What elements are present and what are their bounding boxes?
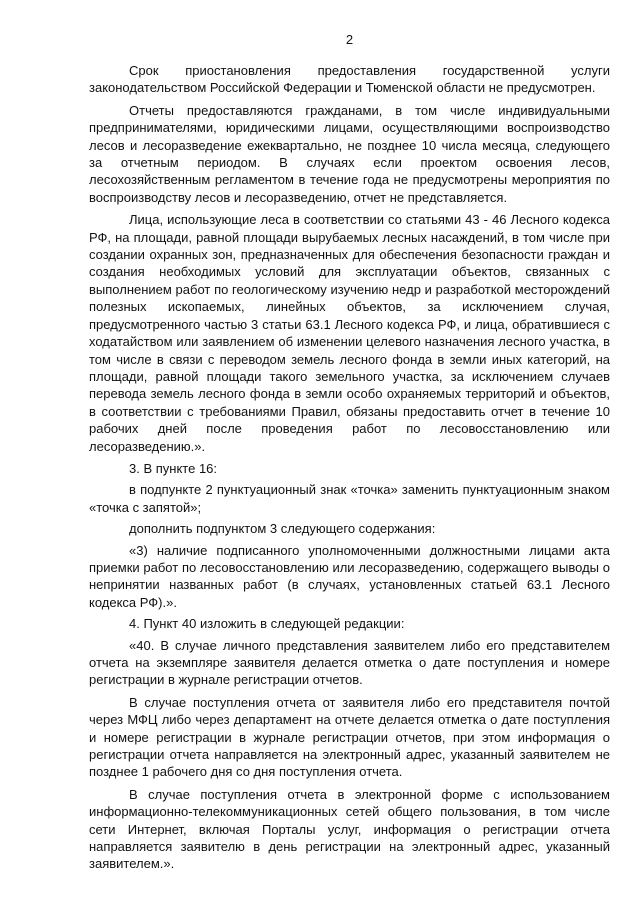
- paragraph-forest-users: Лица, использующие леса в соответствии со статьями 43 - 46 Лесного кодекса РФ, на площади, равной площади вырубаемых лесных насаждений, в том числе при создании охранных зон, предназначенных для обеспечения безопасности граждан и создания необходимых условий для эксплуатации объектов, связанных с выполнением работ по геологическому изучению недр и разработкой месторождений полезных ископаемых, линейных объектов, за исключением случая, предусмотренного частью 3 статьи 63.1 Лесного кодекса РФ, и лица, обратившиеся с ходатайством или заявлением об изменении целевого назначения лесного участка, в том числе в связи с переводом земель лесного фонда в земли иных категорий, на площади, равной площади такого земельного участка, за исключением случаев перевода земель лесного фонда в земли особо охраняемых территорий и объектов, в соответствии с требованиями Правил, обязаны предоставить отчет в течение 10 рабочих дней после проведения работ по лесовосстановлению или лесоразведению.».: [89, 212, 610, 454]
- document-page: [89, 0, 610, 878]
- paragraph-clause-40-mail: В случае поступления отчета от заявителя либо его представителя почтой через МФЦ либо через департамент на отчете делается отметка о дате поступления и номере регистрации в журнале регистрации отчетов, при этом информация о регистрации отчета направляется на электронный адрес, указанный заявителем не позднее 1 рабочего дня со дня поступления отчета.: [89, 694, 610, 780]
- paragraph-subitem-2-change: в подпункте 2 пунктуационный знак «точка» заменить пунктуационным знаком «точка с запятой»;: [89, 482, 610, 515]
- paragraph-item-3-header: 3. В пункте 16:: [129, 460, 218, 476]
- paragraph-reports-citizens: Отчеты предоставляются гражданами, в том числе индивидуальными предпринимателями, юридическими лицами, осуществляющими воспроизводство лесов и лесоразведение ежеквартально, не позднее 10 числа месяца, следующего за отчетным периодом. В случаях если проектом освоения лесов, лесохозяйственным регламентом в течение года не предусмотрены мероприятия по воспроизводству лесов и лесоразведению, отчет не представляется.: [89, 102, 610, 205]
- paragraph-suspension-term: Срок приостановления предоставления государственной услуги законодательством Российской Федерации и Тюменской области не предусмотрен.: [89, 63, 610, 96]
- page-number: 2: [345, 32, 354, 47]
- paragraph-clause-40-electronic: В случае поступления отчета в электронной форме с использованием информационно-телекоммуникационных сетей общего пользования, в том числе сети Интернет, включая Порталы услуг, информация о регистрации отчета направляется заявителю в день регистрации на электронный адрес, указанный заявителем.».: [89, 786, 610, 872]
- paragraph-item-4-header: 4. Пункт 40 изложить в следующей редакции:: [129, 616, 405, 632]
- paragraph-subitem-3-text: «3) наличие подписанного уполномоченными должностными лицами акта приемки работ по лесовосстановлению или лесоразведению, содержащего выводы о непринятии названных работ (в случаях, установленных статьей 63.1 Лесного кодекса РФ).».: [89, 542, 610, 610]
- document-body: [89, 62, 610, 873]
- paragraph-clause-40-personal: «40. В случае личного представления заявителем либо его представителем отчета на экземпляре заявителя делается отметка о дате поступления и номере регистрации в журнале регистрации отчетов.: [89, 637, 610, 688]
- paragraph-subitem-3-add: дополнить подпунктом 3 следующего содержания:: [129, 521, 436, 537]
